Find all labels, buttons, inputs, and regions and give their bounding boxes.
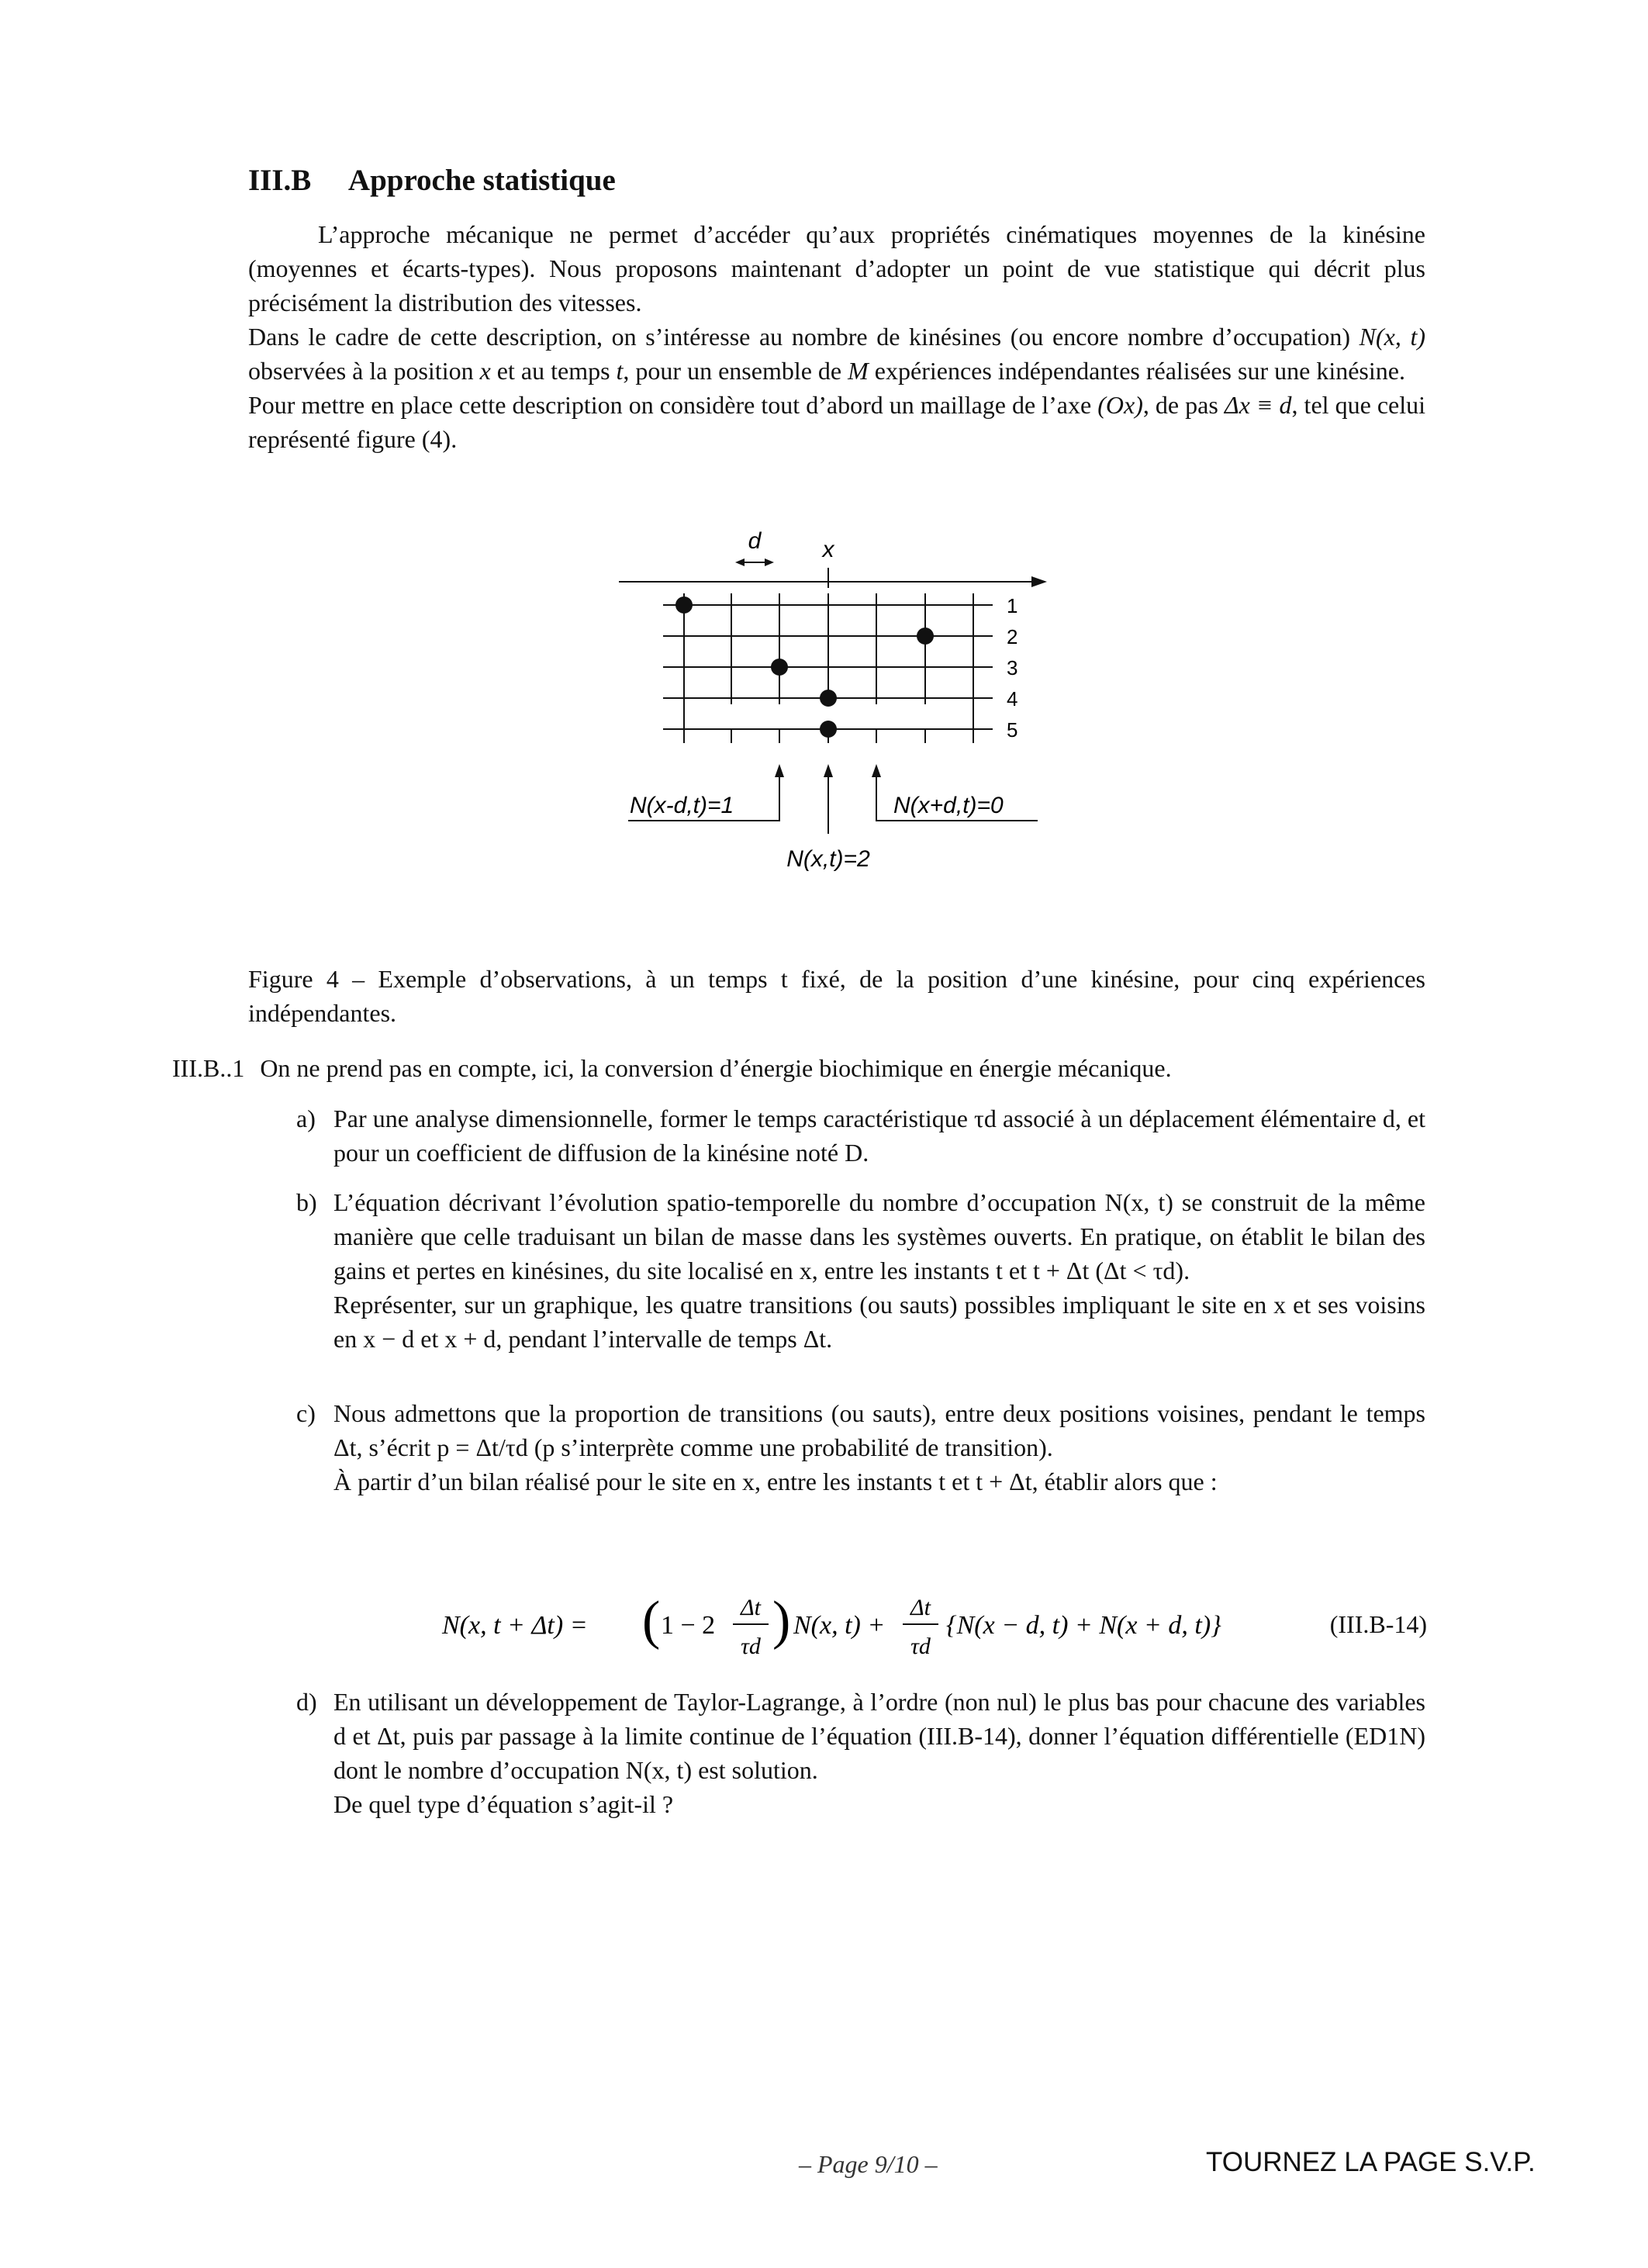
subquestion-b-label: b)	[296, 1188, 317, 1216]
eq-lhs: N(x, t + Δt) =	[442, 1611, 588, 1640]
intro-p2-text-a: Dans le cadre de cette description, on s’intéresse au nombre de kinésines (ou encore nombre d’occupation)	[248, 323, 1360, 351]
observation-dot	[917, 628, 934, 645]
observation-dot	[820, 690, 837, 707]
arrow-left-up	[775, 764, 784, 777]
equation-iii-b-14	[434, 1582, 1427, 1668]
subquestion-a-label: a)	[296, 1105, 316, 1132]
eq-one-minus: 1 − 2	[661, 1611, 716, 1640]
observation-dot	[771, 659, 788, 676]
subquestion-b	[296, 1185, 1425, 1356]
observation-dot	[675, 596, 693, 614]
observation-dot	[820, 721, 837, 738]
eq-open-paren: (	[642, 1591, 661, 1651]
subquestion-c-text-2: À partir d’un bilan réalisé pour le site en x, entre les instants t et t + Δt, établir alors que :	[333, 1468, 1218, 1495]
axis-symbol: (Ox)	[1097, 391, 1143, 419]
intro-p2-text-b: observées à la position	[248, 357, 480, 385]
intro-p2-text-d: , pour un ensemble de	[623, 357, 848, 385]
subquestion-d-text-2: De quel type d’équation s’agit-il ?	[333, 1790, 674, 1818]
lattice-figure	[613, 527, 1062, 892]
subquestion-c	[296, 1396, 1425, 1499]
subquestion-c-label: c)	[296, 1399, 316, 1427]
d-arrow-left	[735, 558, 745, 566]
x-symbol: x	[479, 357, 491, 385]
row-label-1: 1	[1007, 594, 1018, 617]
subquestion-c-text-1: Nous admettons que la proportion de transitions (ou sauts), entre deux positions voisines, pendant le temps Δt, s’écrit p = Δt/τd (p s’interprète comme une probabilité de transition).	[333, 1399, 1425, 1461]
intro-p3-text-a: Pour mettre en place cette description on considère tout d’abord un maillage de l’axe	[248, 391, 1098, 419]
row-label-4: 4	[1007, 687, 1018, 710]
equation-number: (III.B-14)	[1329, 1610, 1427, 1638]
eq-tau-2: τd	[910, 1634, 931, 1659]
subquestion-a	[296, 1101, 1425, 1170]
label-n-right: N(x+d,t)=0	[893, 793, 1004, 818]
subquestion-a-text: Par une analyse dimensionnelle, former le temps caractéristique τd associé à un déplacement élémentaire d, et pour un coefficient de diffusion de la kinésine noté D.	[333, 1105, 1425, 1167]
question-intro: On ne prend pas en compte, ici, la conversion d’énergie biochimique en énergie mécanique.	[260, 1054, 1172, 1082]
label-d: d	[748, 528, 762, 554]
d-arrow-right	[765, 558, 774, 566]
intro-paragraph-3	[248, 388, 1425, 456]
subquestion-b-text-2: Représenter, sur un graphique, les quatre transitions (ou sauts) possibles impliquant le site en x et ses voisins en x − d et x + d, pendant l’intervalle de temps Δt.	[333, 1291, 1425, 1353]
intro-p3-text-b: , de pas	[1142, 391, 1225, 419]
label-x: x	[822, 537, 834, 562]
subquestion-d	[296, 1685, 1425, 1821]
label-n-center: N(x,t)=2	[786, 846, 870, 872]
section-number: III.B	[248, 164, 312, 197]
subquestion-b-text-1: L’équation décrivant l’évolution spatio-temporelle du nombre d’occupation N(x, t) se construit de la même manière que celle traduisant un bilan de masse dans les systèmes ouverts. En pratique, on établit le bilan des gains et pertes en kinésines, du site localisé en x, entre les instants t et t + Δt (Δt < τd).	[333, 1188, 1425, 1284]
intro-text	[248, 217, 1425, 456]
section-heading	[248, 163, 616, 198]
axis-arrowhead	[1031, 576, 1047, 587]
eq-mid: N(x, t) +	[793, 1611, 886, 1640]
question-number: III.B..1	[172, 1054, 245, 1082]
m-symbol: M	[848, 357, 869, 385]
figure-caption: Figure 4 – Exemple d’observations, à un temps t fixé, de la position d’une kinésine, pour cinq expériences indépendantes.	[248, 965, 1425, 1027]
arrow-right-up	[872, 764, 881, 777]
intro-p2-text-c: et au temps	[490, 357, 617, 385]
eq-rhs: {N(x − d, t) + N(x + d, t)}	[946, 1611, 1221, 1640]
intro-paragraph-2	[248, 320, 1425, 388]
label-n-left: N(x-d,t)=1	[630, 793, 734, 818]
eq-dt-2: Δt	[910, 1595, 931, 1620]
equation-body	[434, 1582, 1249, 1668]
question-header	[172, 1051, 1425, 1085]
subquestion-d-label: d)	[296, 1688, 317, 1716]
t-symbol: t	[616, 357, 624, 385]
intro-paragraph-1: L’approche mécanique ne permet d’accéder qu’aux propriétés cinématiques moyennes de la kinésine (moyennes et écarts-types). Nous proposons maintenant d’adopter un point de vue statistique qui décrit plus précisément la distribution des vitesses.	[248, 220, 1425, 316]
grid-verticals	[684, 593, 973, 704]
occupation-symbol: N(x, t)	[1359, 323, 1426, 351]
intro-p3-text-c: , tel que celui représenté figure (4).	[248, 391, 1426, 453]
page-number: – Page 9/10 –	[799, 2150, 938, 2178]
intro-p2-text-e: expériences indépendantes réalisées sur une kinésine.	[868, 357, 1405, 385]
eq-tau-1: τd	[741, 1634, 761, 1659]
arrow-center-up	[824, 764, 833, 777]
eq-close-paren: )	[772, 1591, 791, 1651]
eq-dt-1: Δt	[741, 1595, 761, 1620]
row-label-5: 5	[1007, 718, 1018, 742]
step-symbol: Δx ≡ d	[1224, 391, 1292, 419]
section-title: Approche statistique	[347, 164, 616, 197]
subquestion-d-text-1: En utilisant un développement de Taylor-Lagrange, à l’ordre (non nul) le plus bas pour chacune des variables d et Δt, puis par passage à la limite continue de l’équation (III.B-14), donner l’équation différentielle (ED1N) dont le nombre d’occupation N(x, t) est solution.	[333, 1688, 1425, 1784]
row-label-3: 3	[1007, 656, 1018, 679]
row-label-2: 2	[1007, 625, 1018, 648]
turn-page-note: TOURNEZ LA PAGE S.V.P.	[1206, 2147, 1536, 2177]
